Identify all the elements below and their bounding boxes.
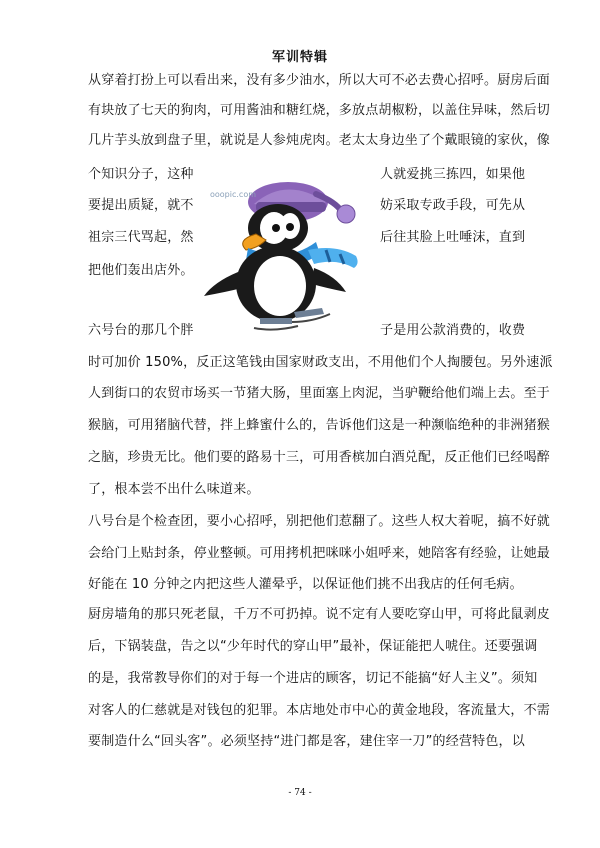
body-line: 人到街口的农贸市场买一节猪大肠，里面塞上肉泥，当驴鞭给他们端上去。至于: [88, 386, 551, 401]
page-title: 军训特辑: [271, 50, 328, 65]
body-line: 厨房墙角的那只死老鼠，千万不可扔掉。说不定有人要吃穿山甲，可将此鼠剥皮: [88, 607, 551, 622]
body-line: 八号台是个检查团，要小心招呼，别把他们惹翻了。这些人权大着呢，搞不好就: [88, 514, 551, 529]
body-line-left-segment: 把他们轰出店外。: [88, 263, 194, 278]
body-line: 对客人的仁慈就是对钱包的犯罪。本店地处市中心的黄金地段，客流量大，不需: [88, 703, 551, 718]
body-line: 要制造什么“回头客”。必须坚持“进门都是客，建住宰一刀”的经营特色，以: [88, 734, 525, 749]
body-line-left-segment: 祖宗三代骂起，然: [88, 230, 194, 245]
body-line: 有块放了七天的狗肉，可用酱油和糖红烧，多放点胡椒粉，以盖住异味，然后切: [88, 103, 551, 118]
body-line: 从穿着打扮上可以看出来，没有多少油水，所以大可不必去费心招呼。厨房后面: [88, 73, 551, 88]
body-line-right-segment: 妨采取专政手段，可先从: [380, 198, 526, 213]
body-line-right-segment: 后往其脸上吐唾沫，直到: [380, 230, 526, 245]
body-line-right-segment: 子是用公款消费的，收费: [380, 323, 526, 338]
body-line: 后，下锅装盘，告之以“少年时代的穿山甲”最补，保证能把人唬住。还要强调: [88, 639, 538, 654]
body-line: 几片芋头放到盘子里，就说是人参炖虎肉。老太太身边坐了个戴眼镜的家伙，像: [88, 133, 551, 148]
body-line: 了，根本尝不出什么味道来。: [88, 482, 260, 497]
body-line-left-segment: 个知识分子，这种: [88, 167, 194, 182]
page-number: - 74 -: [288, 788, 312, 798]
body-line: 好能在 10 分钟之内把这些人灌晕乎，以保证他们挑不出我店的任何毛病。: [88, 577, 523, 592]
body-line: 之脑，珍贵无比。他们要的路易十三，可用香槟加白酒兑配，反正他们已经喝醉: [88, 450, 551, 465]
body-line-right-segment: 人就爱挑三拣四，如果他: [380, 167, 526, 182]
body-line: 时可加价 150%，反正这笔钱由国家财政支出，不用他们个人掏腰包。另外速派: [88, 355, 553, 370]
body-line: 猴脑，可用猪脑代替，拌上蜂蜜什么的，告诉他们这是一种濒临绝种的非洲猪猴: [88, 418, 551, 433]
body-line: 会给门上贴封条，停业整顿。可用拷机把咪咪小姐呼来，她陪客有经验，让她最: [88, 546, 551, 561]
body-line-left-segment: 六号台的那几个胖: [88, 323, 194, 338]
watermark-text: ooopic.com: [210, 190, 257, 199]
body-line-left-segment: 要提出质疑，就不: [88, 198, 194, 213]
body-line: 的是，我常教导你们的对于每一个进店的顾客，切记不能搞“好人主义”。须知: [88, 671, 538, 686]
